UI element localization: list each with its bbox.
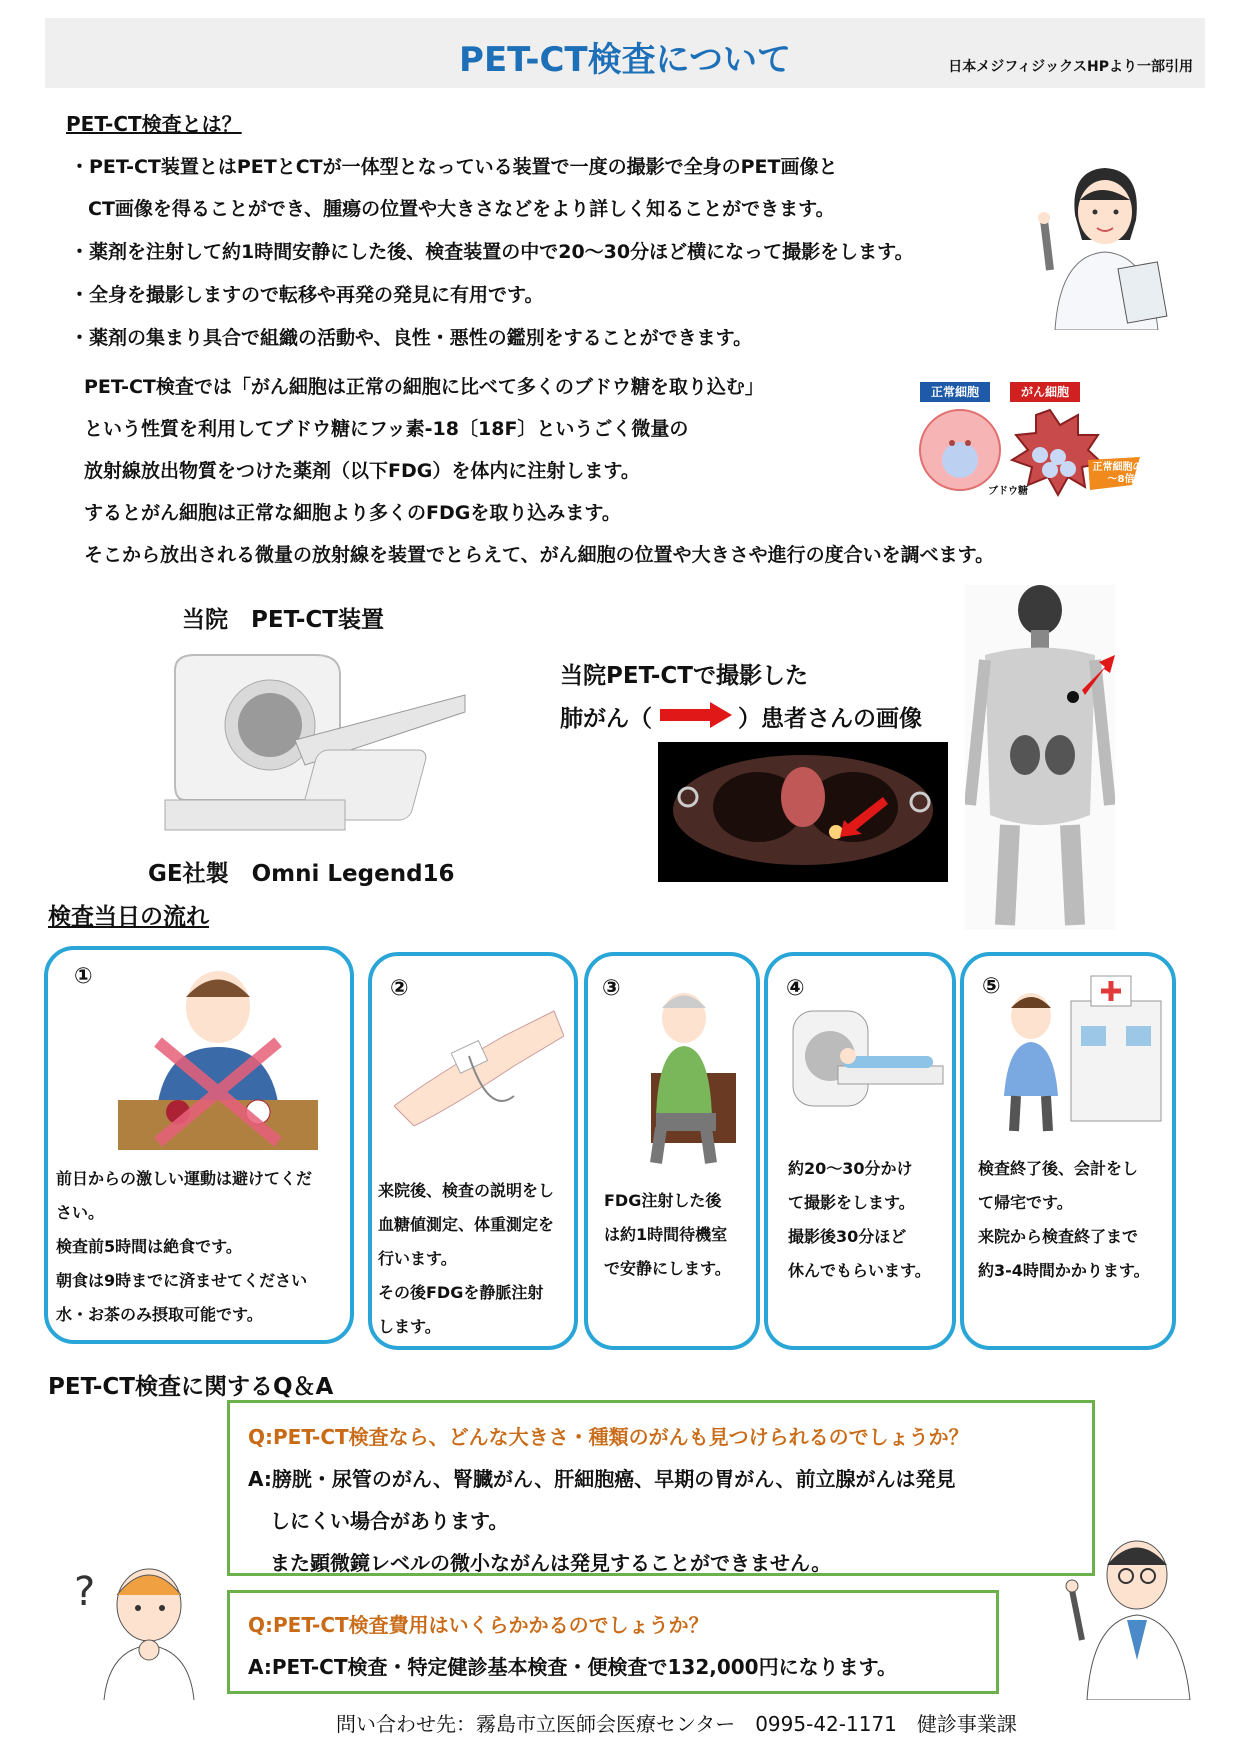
flow-heading: 検査当日の流れ [48,904,209,930]
going-home-illustration [986,966,1166,1136]
step-number-5: ⑤ [982,974,1001,999]
answer-1-line-1: A:膀胱・尿管のがん、腎臓がん、肝細胞癌、早期の胃がん、前立腺がんは発見 [248,1467,956,1491]
step-text-3: FDG注射した後 は約1時間待機室 で安静にします。 [604,1191,731,1278]
scan-caption-2a: 肺がん（ [560,706,652,732]
step-text-2: 来院後、検査の説明をし 血糖値測定、体重測定を 行います。 その後FDGを静脈注射 します。 [378,1181,555,1336]
step-text-1: 前日からの激しい運動は避けてくだ さい。 検査前5時間は絶食です。 朝食は9時までに済ませてください 水・お茶のみ摂取可能です。 [56,1169,313,1324]
about-bullet-2: ・薬剤を注射して約1時間安静にした後、検査装置の中で20～30分ほど横になって撮影をします。 [70,241,914,263]
injection-illustration [394,996,564,1126]
scan-caption-1: 当院PET-CTで撮影した [560,663,808,689]
question-1: Q:PET-CT検査なら、どんな大きさ・種類のがんも見つけられるのでしょうか？ [248,1425,969,1449]
about-heading: PET-CT検査とは？ [66,112,242,136]
scan-caption-2b: ）患者さんの画像 [738,706,922,732]
no-eating-illustration [118,962,318,1152]
qa-box-1 [227,1400,1095,1576]
footer-contact: 問い合わせ先：霧島市立医師会医療センター 0995-42-1171 健診事業課 [336,1712,1017,1736]
glucose-label: ブドウ糖 [988,486,1028,497]
step-number-4: ④ [786,976,805,1001]
step-card-3 [584,952,760,1350]
step-card-2 [368,952,578,1350]
about-para-4: するとがん細胞は正常な細胞より多くのFDGを取り込みます。 [84,502,621,524]
qa-heading: PET-CT検査に関するQ＆A [48,1374,334,1400]
normal-cell-label: 正常細胞 [920,382,990,402]
about-bullet-1b: CT画像を得ることができ、腫瘍の位置や大きさなどをより詳しく知ることができます。 [88,198,835,220]
about-bullet-3: ・全身を撮影しますので転移や再発の発見に有用です。 [70,284,544,306]
step-number-3: ③ [602,976,621,1001]
step-number-1: ① [74,964,93,989]
device-caption: 当院 PET-CT装置 [182,607,384,633]
qa-box-2 [227,1590,999,1694]
resting-patient-illustration [606,978,746,1168]
page-title: PET-CT検査について [459,40,791,80]
answer-2: A:PET-CT検査・特定健診基本検査・便検査で132,000円になります。 [248,1655,897,1679]
axial-scan-image [658,742,948,882]
step-text-4: 約20～30分かけ て撮影をします。 撮影後30分ほど 休んでもらいます。 [788,1159,931,1280]
ratio-label: 正常細胞の3～8倍 [1092,462,1150,485]
about-para-1: PET-CT検査では「がん細胞は正常の細胞に比べて多くのブドウ糖を取り込む」 [84,376,764,398]
petct-device-image [145,650,475,850]
about-para-2: という性質を利用してブドウ糖にフッ素-18〔18F〕というごく微量の [84,418,689,440]
about-para-5: そこから放出される微量の放射線を装置でとらえて、がん細胞の位置や大きさや進行の度合いを調べます。 [84,544,995,566]
question-2: Q:PET-CT検査費用はいくらかかるのでしょうか？ [248,1613,709,1637]
step-card-5 [960,952,1176,1350]
step-card-4 [764,952,956,1350]
step-text-5: 検査終了後、会計をし て帰宅です。 来院から検査終了まで 約3-4時間かかります。 [978,1159,1150,1280]
nurse-illustration [1030,160,1180,330]
answer-1-line-3: また顕微鏡レベルの微小ながんは発見することができません。 [270,1551,832,1575]
source-note: 日本メジフィジックスHPより一部引用 [948,59,1193,75]
thinking-person-illustration [74,1550,214,1700]
header-bar [45,18,1205,88]
device-model: GE社製 Omni Legend16 [148,861,455,887]
red-arrow-icon [660,702,732,728]
step-number-2: ② [390,976,409,1001]
step-card-1 [44,946,354,1344]
svg-text:?: ? [74,1569,96,1615]
about-bullet-4: ・薬剤の集まり具合で組織の活動や、良性・悪性の鑑別をすることができます。 [70,327,753,349]
answer-1-line-2: しにくい場合があります。 [270,1509,509,1533]
about-para-3: 放射線放出物質をつけた薬剤（以下FDG）を体内に注射します。 [84,460,640,482]
doctor-illustration [1062,1520,1202,1700]
cancer-cell-label: がん細胞 [1010,382,1080,402]
about-bullet-1: ・PET-CT装置とはPETとCTが一体型となっている装置で一度の撮影で全身のPET画像と [70,156,838,178]
whole-body-pet-image [965,585,1115,930]
scanning-illustration [788,1006,948,1116]
